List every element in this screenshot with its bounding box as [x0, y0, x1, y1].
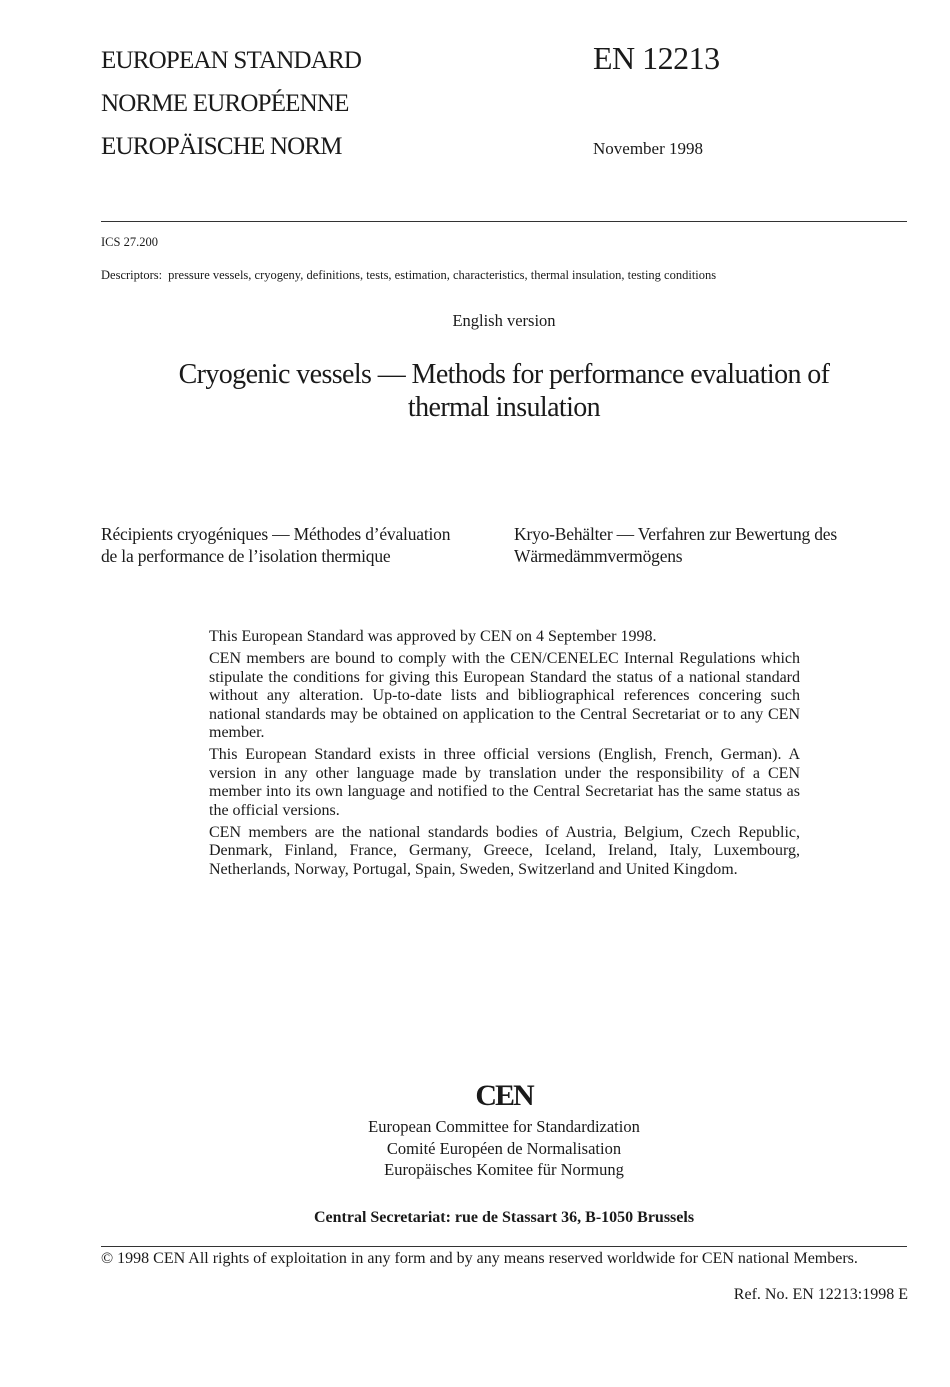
official-versions-paragraph: This European Standard exists in three official versions (English, French, German). A version in any other language made by translation under the responsibility of a CEN member into its own language and notified to the Central Secretariat has the same status as the official versions. [209, 746, 800, 819]
footer-divider [101, 1246, 907, 1247]
header-divider [101, 221, 907, 222]
title-german-line-1: Kryo-Behälter — Verfahren zur Bewertung des [514, 524, 837, 544]
descriptors [101, 267, 716, 283]
title-french-line-2: de la performance de l’isolation thermique [101, 546, 391, 566]
committee-name-german: Europäisches Komitee für Normung [384, 1160, 624, 1179]
member-obligations-paragraph: CEN members are bound to comply with the CEN/CENELEC Internal Regulations which stipulate the conditions for giving this European Standard the status of a national standard without any alteration. Up-to-date lists and bibliographical references concering such national standards may be obtained on application to the Central Secretariat or to any CEN member. [209, 650, 800, 742]
document-title-line-2: thermal insulation [407, 392, 601, 423]
title-german [514, 523, 914, 567]
standard-title-english: EUROPEAN STANDARD [101, 47, 362, 74]
ics-code: ICS 27.200 [101, 235, 158, 249]
approval-date-paragraph: This European Standard was approved by CEN on 4 September 1998. [209, 628, 657, 645]
cen-logo: CEN [475, 1079, 533, 1112]
committee-name-french: Comité Européen de Normalisation [386, 1138, 622, 1158]
approval-notice [209, 628, 800, 883]
copyright-notice: © 1998 CEN All rights of exploitation in any form and by any means reserved worldwide for CEN national Members. [101, 1250, 858, 1267]
document-title-line-1: Cryogenic vessels — Methods for performance evaluation of [178, 359, 830, 390]
committee-names [0, 1116, 950, 1181]
committee-name-english: European Committee for Standardization [368, 1117, 640, 1136]
standard-number: EN 12213 [593, 40, 720, 76]
publication-date: November 1998 [593, 139, 704, 158]
title-german-line-2: Wärmedämmvermögens [514, 546, 683, 566]
language-version: English version [452, 311, 556, 330]
title-french-line-1: Récipients cryogéniques — Méthodes d’évaluation [101, 524, 451, 544]
title-french [101, 523, 501, 567]
reference-number: Ref. No. EN 12213:1998 E [733, 1286, 908, 1303]
document-title [101, 358, 907, 424]
descriptors-list: pressure vessels, cryogeny, definitions, tests, estimation, characteristics, thermal insulation, testing conditions [168, 268, 717, 282]
cen-members-paragraph: CEN members are the national standards bodies of Austria, Belgium, Czech Republic, Denmark, Finland, France, Germany, Greece, Iceland, Ireland, Italy, Luxembourg, Netherlands, Norway, Portugal, Spain, Sweden, Switzerland and United Kingdom. [209, 824, 800, 878]
descriptors-label: Descriptors: [101, 268, 163, 282]
standard-title-german: EUROPÄISCHE NORM [101, 133, 342, 160]
secretariat-address: Central Secretariat: rue de Stassart 36, B-1050 Brussels [313, 1209, 695, 1226]
standard-title-french: NORME EUROPÉENNE [101, 90, 349, 117]
